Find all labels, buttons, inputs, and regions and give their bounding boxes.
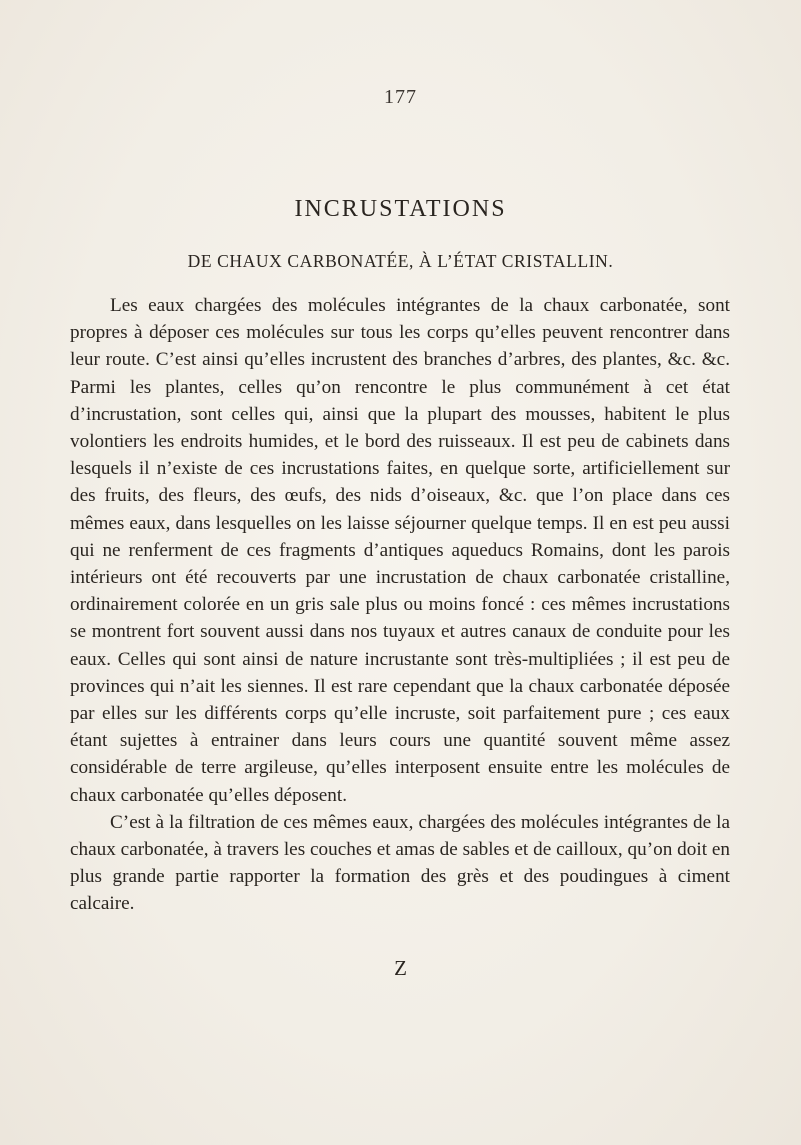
paragraph-2: C’est à la filtration de ces mêmes eaux, chargées des molécules intégrantes de la chaux carbonatée, à travers les couches et amas de sables et de cailloux, qu’on doit en plus grande partie rapporter la formation des grès et des poudingues à ciment calcaire.	[70, 811, 730, 915]
signature-mark: Z	[394, 956, 407, 980]
chapter-title: INCRUSTATIONS	[294, 196, 507, 222]
chapter-subtitle: DE CHAUX CARBONATÉE, À L’ÉTAT CRISTALLIN.	[187, 251, 614, 271]
paragraph-1: Les eaux chargées des molécules intégrantes de la chaux carbonatée, sont propres à déposer ces molécules sur tous les corps qu’elles peuvent rencontrer dans leur route. C’est ainsi qu’elles incrustent des branches d’arbres, des plantes, &c. &c. Parmi les plantes, celles qu’on rencontre le plus communément à cet état d’incrustation, sont celles qui, ainsi que la plupart des mousses, habitent le plus volontiers les endroits humides, et le bord des ruisseaux. Il est peu de cabinets dans lesquels il n’existe de ces incrustations faites, en quelque sorte, artificiellement sur des fruits, des fleurs, des œufs, des nids d’oiseaux, &c. que l’on place dans ces mêmes eaux, dans lesquelles on les laisse séjourner quelque temps. Il en est peu aussi qui ne renferment de ces fragments d’antiques aqueducs Romains, dont les parois intérieurs ont été recouverts par une incrustation de chaux carbonatée cristalline, ordinairement colorée en un gris sale plus ou moins foncé : ces mêmes incrustations se montrent fort souvent aussi dans nos tuyaux et autres canaux de conduite pour les eaux. Celles qui sont ainsi de nature incrustante sont très-multipliées ; il est peu de provinces qui n’ait les siennes. Il est rare cependant que la chaux carbonatée déposée par elles sur les différents corps qu’elle incruste, soit parfaitement pure ; ces eaux étant sujettes à entrainer dans leurs cours une quantité souvent même assez considérable de terre argileuse, qu’elles interposent ensuite entre les molécules de chaux carbonatée qu’elles déposent.	[70, 295, 730, 806]
body-text	[70, 292, 730, 918]
page-number: 177	[384, 86, 417, 108]
